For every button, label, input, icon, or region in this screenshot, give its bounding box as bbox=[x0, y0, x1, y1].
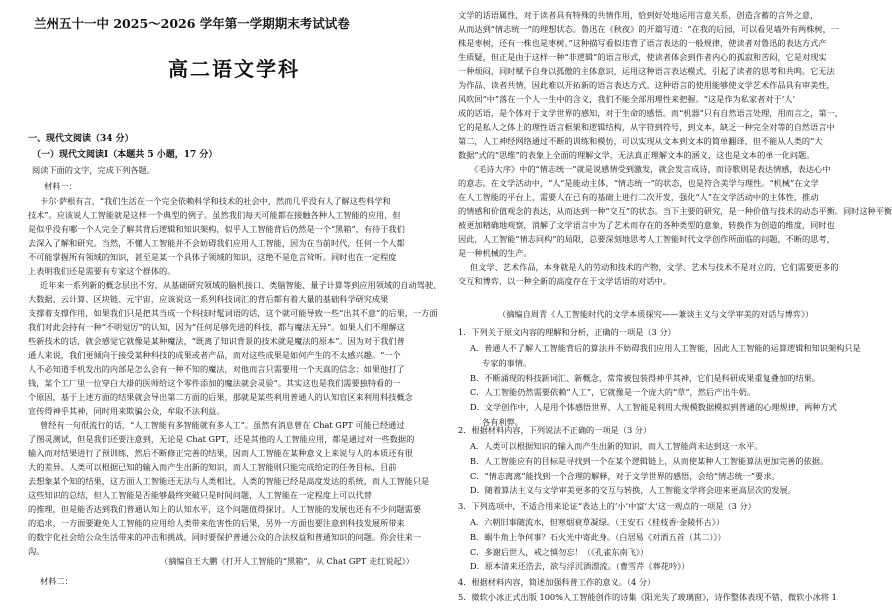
body-line: 近年来一系列新的概念层出不穷，从基础研究领域的脑机接口、类脑智能、量子计算等到应用领域的自动驾驶、 bbox=[40, 280, 442, 290]
body-line: 不可能掌握所有领域的知识，甚至是某一个具体子领域的知识，这绝不是危言耸听。同时也在一定程度 bbox=[28, 252, 397, 262]
body-line: 因此，人工智能“情志同构”的局限，总要深刻地思考人工智能时代文学创作所面临的问题，不断的思考， bbox=[458, 234, 835, 244]
source-two: （摘编自周青《人工智能时代的文学本质探究——兼谈主义与文学审美的对话与博弈》） bbox=[498, 309, 814, 319]
subject-title: 高二语文学科 bbox=[168, 57, 300, 81]
body-line: 交互和博弈，以一种全新的高度存在于文学话语的对话中。 bbox=[458, 276, 671, 286]
body-line: 株是枣树，还有一株也是枣树。”这种描写看似违背了语言表达的一般规律，使读者对鲁迅的表达方式产 bbox=[458, 38, 827, 48]
source-one: （摘编自王大鹏《打开人工智能的“黑箱”，从 Chat GPT 走红说起》） bbox=[160, 556, 414, 566]
exam-title: 兰州五十一中 2025～2026 学年第一学期期末考试试卷 bbox=[34, 16, 350, 31]
body-line: 上表明我们还是需要有专家这个群体的。 bbox=[28, 266, 176, 276]
option-line: A．人类可以根据知识的输入而产生出新的知识，而人工智能尚未达到这一水平。 bbox=[470, 441, 763, 451]
option-line: A．普通人不了解人工智能背后的算法并不妨碍我们应用人工智能，因此人工智能的运算逻辑和知识架构只是 bbox=[470, 343, 861, 353]
body-line: 在人工智能的平台上，需要人在已有的基础上进行二次开发，强化“人”在文学活动中的主体性，推动 bbox=[458, 192, 819, 202]
body-line: 些新技术的话，就会感觉它就像是某种魔法，“既离了知识背景的技术就是魔法的原本”。因为对于我们普 bbox=[28, 336, 405, 346]
body-line: 了图灵测试，但是我们还要注意到，无论是 Chat GPT，还是其他的人工智能应用，都是通过对一些数据的 bbox=[28, 434, 415, 444]
subsection-heading: （一）现代文阅读Ⅰ（本题共 5 小题，17 分） bbox=[32, 150, 218, 160]
option-line: D．原本清来还浩去，欲与浮沉酒漂流。（曹雪芹《葬花吟》） bbox=[470, 561, 690, 572]
body-line: 成的话语，是个体对于文学世界的感知，对于生命的感悟。而“机器”只有自然语言处理，用而言之，第一， bbox=[458, 108, 843, 118]
body-line: 去深入了解和研究。当然，不懂人工智能并不会妨碍我们应用人工智能，因为在当前时代，任何一个人都 bbox=[28, 238, 405, 248]
body-line: 它的是私人之体上的理性语言框架和逻辑结构，从字符到符号，到文本，缺乏一种完全对等的自然语言中 bbox=[458, 122, 835, 132]
body-line: 风吹回“中”落在一个人一生中的含义，我们不能全部用理性来把握。“这是作为私家者对于‘人’ bbox=[458, 94, 796, 104]
body-line: 曾经有一句很流行的话，“人工智能有多智能就有多人工”。虽然有消息曾在 Chat GPT 可能已经通过 bbox=[40, 420, 405, 430]
body-line: 数据”式的“思维”的表象上全面的理解文学，无法真正理解文本的涵义，这也是文本的单一化问题。 bbox=[458, 150, 815, 160]
body-line: 从而达到“情志统一”的理想状态。鲁迅在《秋夜》的开篇写道：“在我的后园，可以看见墙外有两株树，一 bbox=[458, 24, 839, 34]
body-line: 钱，某个工厂里一位穿白大褂的医师给这个零件添加的魔法就会灵验”。其实这也是我们需要独特看的一 bbox=[28, 378, 401, 388]
body-line: 人不必知道手机发出的内部是怎么会有一种不知的魔法，对他而言只需要用一个天真的信念：如果他打了 bbox=[28, 364, 405, 374]
body-line: 沟。 bbox=[28, 546, 45, 556]
question-4: 4．根据材料内容，简述加强科普工作的意义。（4 分） bbox=[458, 577, 656, 587]
body-line: 《毛诗大序》中的“情志统一”就是说感情受到激发，就会发言成诗，而诗歌则是表达情感，表达心中 bbox=[470, 164, 831, 174]
option-line: 专家的事情。 bbox=[482, 357, 532, 368]
body-line: 第二，人工神经网络通过不断的训练和模仿，可以实现从文本到文本的简单翻译，但不能从人类的“大 bbox=[458, 136, 823, 146]
body-line: 被更加精确地观察，消解了文学语言中为了艺术而存在的各种类型的意象，转换作为创造的维度，同时也 bbox=[458, 220, 835, 230]
body-line: 通人来说，我们更倾向于接受某种科技的成果或者产品，而对这些成果是如何产生的不太感兴趣。“一个 bbox=[28, 350, 401, 360]
question-1: 1．下列关于原文内容的理解和分析，正确的一项是（3 分） bbox=[458, 327, 676, 337]
material-one-label: 材料一： bbox=[44, 181, 77, 191]
body-line: 的意志。在文学活动中，“人”是能动主体，“情志统一”的状态，也是符合美学与理性。“机械”在文学 bbox=[458, 178, 819, 188]
question-2: 2．根据材料内容，下列说法不正确的一项是（3 分） bbox=[458, 425, 652, 435]
body-line: 是一种机械的生产。 bbox=[458, 248, 532, 258]
body-line: 的追求，一方面要避免人工智能的应用给人类带来危害性的后果，另外一方面也要注意到科技发展所带来 bbox=[28, 518, 405, 528]
body-line: 为作品、读者共情，因此难以开拓新的语言表达方式。这种语言的使用能够使文学艺术作品具有审美性， bbox=[458, 80, 835, 90]
body-line: 支撑着支撑作用，如果我们只是把其当成一个科技时髦词语的话，这个就可能导致一些“出其不意”的后果，一方面 bbox=[28, 308, 438, 318]
body-line: 这些知识的总结，但人工智能是否能够最终突破只是时间问题，人工智能在一定程度上可以代替 bbox=[28, 490, 372, 500]
option-line: C．多谢后世人，戒之慎勿忘！（《孔雀东南飞》） bbox=[470, 546, 649, 557]
option-line: B．人工智能应有的目标是寻找到一个在某个逻辑链上，从而使某种人工智能算法更加完善的依据。 bbox=[470, 455, 829, 466]
option-line: 各有利弊。 bbox=[482, 417, 523, 427]
body-line: 的推理，但是能否达到我们普通认知上的认知水平，这个问题值得探讨。人工智能的发展也还有不少问题需要 bbox=[28, 504, 422, 514]
option-line: B．蜗牛角上争何事？石火光中寄此身。（白居易《对酒五首（其二）》） bbox=[470, 531, 726, 542]
body-line: 大的差异。人类可以根据已知的输入而产生出新的知识，而人工智能则只能完成给定的任务目标，目前 bbox=[28, 462, 397, 472]
body-line: 是似乎没有哪一个人完全了解其背后逻辑和知识架构，似乎人工智能背后仍然是一个“黑箱”，有待于我们 bbox=[28, 224, 405, 234]
body-line: 的数字化社会给公众生活带来的冲击和挑战，同时要保护普通公众的合法权益和普通知识的问题。你会往来一 bbox=[28, 532, 422, 542]
option-line: A．六朝旧事随流水，但寒烟衰草凝绿。（王安石《桂枝香·金陵怀古》） bbox=[470, 517, 725, 527]
question-5: 5．微软小冰正式出版 100%人工智能创作的诗集《阳光失了玻璃窗》，诗作整体表现不错，微软小冰将 1 bbox=[458, 592, 837, 602]
body-line: 我们对此会持有一种“不明觉厉”的认知，因为“任何足够先进的科技，都与魔法无异”。如果人们不理解这 bbox=[28, 322, 405, 332]
body-line: 生质疑，但正是由于这样一种“非逻辑”的语言形式，使读者体会到作者内心的孤寂和苦闷，它是对现实 bbox=[458, 52, 827, 62]
body-line: 输入而对结果进行了预训练，然后不断修正完善的结果，因而人工智能在某种意义上来说与人的本质还有很 bbox=[28, 448, 413, 458]
option-line: C．人工智能仍然需要依赖“人工”，它就像是一个庞大的“草”，然后产出牛奶。 bbox=[470, 387, 756, 398]
body-line: 个原因，基于上述方面的结果就会导出第二方面的后果，那就是某些利用普通人的认知盲区来利用科技概念 bbox=[28, 392, 413, 402]
body-line: 宣传得神乎其神，同时用来欺骗公众，牟取不法利益。 bbox=[28, 406, 225, 416]
option-line: B．不断涌现的科技新词汇、新概念，常常被包装得神乎其神，它们是科研成果重复叠加的结果。 bbox=[470, 372, 820, 383]
section-heading: 一、现代文阅读（34 分） bbox=[28, 134, 134, 144]
body-line: 一种烦闷，同时赋予自身以孤傲的主体意识，运用这种语言表达模式，引起了读者的思考和共鸣。它无法 bbox=[458, 66, 835, 76]
instruction: 阅读下面的文字，完成下列各题。 bbox=[32, 165, 155, 175]
body-line: 但文学、艺术作品，本身就是人的劳动和技术的产物，文学、艺术与技术不是对立的，它们需要更多的 bbox=[470, 262, 839, 272]
body-line: 的情感和价值观念的表达，从而达到一种“交互”的状态。当下主要的研究，是一种价值与技术的动态平衡。同时这种平衡 bbox=[458, 206, 892, 216]
material-two-label: 材料二： bbox=[40, 576, 73, 586]
body-line: 去想象某个知的结果，这方面人工智能还无法与人类相比，人类的智能已经是高度发达的系统，而人工智能只是 bbox=[28, 476, 430, 486]
body-line: 文学的话语属性，对于读者具有特殊的共情作用，恰到好处地运用言意关系，创造含蓄的言外之意， bbox=[458, 10, 819, 20]
body-line: 大数据、云计算、区块链、元宇宙，应该说这一系列科技词汇的背后都有着大量的基础科学研究成果 bbox=[28, 294, 389, 304]
body-line: 卡尔·萨根有言，“我们生活在一个完全依赖科学和技术的社会中，然而几乎没有人了解这些科学和 bbox=[40, 196, 391, 206]
option-line: C．“情志离离”能找到一个合理的解释，对于文学世界的感悟，会给“情志统一”要求。 bbox=[470, 470, 780, 481]
question-3: 3．下列选项中，不适合用来论证“表达上的‘小’中富‘大’这一观点的一项是（3 分） bbox=[458, 501, 756, 511]
option-line: D．文学创作中，人是用个体感悟世界，人工智能是利用大规模数据模拟到普通的心理规律，两种方式 bbox=[470, 402, 837, 413]
option-line: D．随着算法主义与文学审美更多的交互与转换，人工智能文学将会迎来更高层次的发展。 bbox=[470, 485, 796, 496]
body-line: 技术”。应该说人工智能就是这样一个典型的例子。虽然我们每天可能都在接触各种人工智能的应用，但 bbox=[28, 210, 401, 220]
